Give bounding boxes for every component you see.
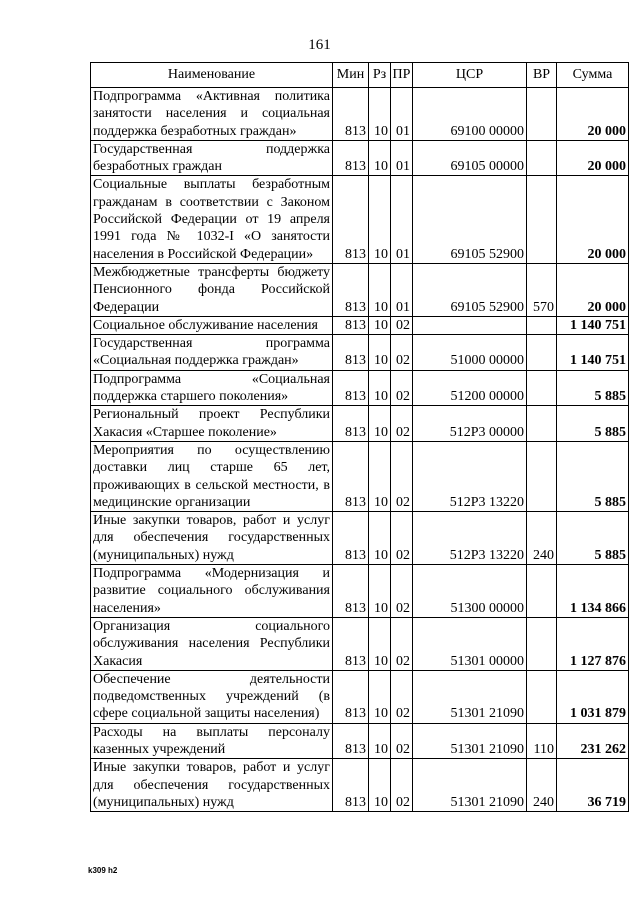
cell-rz: 10 bbox=[369, 263, 391, 316]
cell-vr bbox=[527, 88, 557, 141]
cell-pr: 02 bbox=[391, 617, 413, 670]
cell-rz: 10 bbox=[369, 140, 391, 176]
cell-csr: 69105 52900 bbox=[413, 176, 527, 263]
cell-rz: 10 bbox=[369, 723, 391, 759]
table-row bbox=[91, 565, 629, 618]
cell-name: Иные закупки товаров, работ и услуг для обеспечения государственных (муниципальных) нужд bbox=[91, 759, 333, 812]
cell-name: Государственная поддержка безработных граждан bbox=[91, 140, 333, 176]
cell-csr: 51200 00000 bbox=[413, 370, 527, 406]
header-name: Наименование bbox=[91, 63, 333, 88]
cell-pr: 01 bbox=[391, 263, 413, 316]
table-row bbox=[91, 617, 629, 670]
header-pr: ПР bbox=[391, 63, 413, 88]
cell-sum: 1 140 751 bbox=[557, 335, 629, 371]
table-row bbox=[91, 335, 629, 371]
cell-min: 813 bbox=[333, 617, 369, 670]
cell-name: Подпрограмма «Модернизация и развитие социального обслуживания населения» bbox=[91, 565, 333, 618]
cell-min: 813 bbox=[333, 723, 369, 759]
page-number: 161 bbox=[308, 37, 331, 53]
cell-csr: 69105 52900 bbox=[413, 263, 527, 316]
cell-name: Социальное обслуживание населения bbox=[91, 316, 333, 334]
cell-rz: 10 bbox=[369, 441, 391, 511]
cell-min: 813 bbox=[333, 565, 369, 618]
cell-min: 813 bbox=[333, 176, 369, 263]
budget-table bbox=[90, 62, 629, 812]
cell-rz: 10 bbox=[369, 565, 391, 618]
cell-vr: 570 bbox=[527, 263, 557, 316]
cell-name: Социальные выплаты безработным гражданам в соответствии с Законом Российской Федерации от 19 апреля 1991 года № 1032-I «О занятости населения в Российской Федерации» bbox=[91, 176, 333, 263]
cell-sum: 5 885 bbox=[557, 441, 629, 511]
cell-pr: 01 bbox=[391, 176, 413, 263]
cell-vr bbox=[527, 176, 557, 263]
cell-min: 813 bbox=[333, 140, 369, 176]
cell-pr: 02 bbox=[391, 723, 413, 759]
cell-csr: 51301 21090 bbox=[413, 759, 527, 812]
cell-rz: 10 bbox=[369, 335, 391, 371]
cell-min: 813 bbox=[333, 335, 369, 371]
cell-csr: 51300 00000 bbox=[413, 565, 527, 618]
table-row bbox=[91, 263, 629, 316]
cell-sum: 5 885 bbox=[557, 406, 629, 442]
cell-pr: 02 bbox=[391, 565, 413, 618]
header-row bbox=[91, 63, 629, 88]
cell-csr: 512P3 00000 bbox=[413, 406, 527, 442]
table-row bbox=[91, 176, 629, 263]
cell-sum: 20 000 bbox=[557, 140, 629, 176]
cell-pr: 02 bbox=[391, 316, 413, 334]
cell-min: 813 bbox=[333, 441, 369, 511]
cell-name: Государственная программа «Социальная поддержка граждан» bbox=[91, 335, 333, 371]
cell-rz: 10 bbox=[369, 617, 391, 670]
cell-sum: 5 885 bbox=[557, 370, 629, 406]
cell-vr bbox=[527, 370, 557, 406]
cell-min: 813 bbox=[333, 370, 369, 406]
cell-vr bbox=[527, 670, 557, 723]
table-row bbox=[91, 759, 629, 812]
cell-min: 813 bbox=[333, 316, 369, 334]
cell-csr: 51301 00000 bbox=[413, 617, 527, 670]
cell-sum: 20 000 bbox=[557, 88, 629, 141]
cell-rz: 10 bbox=[369, 759, 391, 812]
cell-name: Региональный проект Республики Хакасия «Старшее поколение» bbox=[91, 406, 333, 442]
cell-pr: 02 bbox=[391, 370, 413, 406]
table-row bbox=[91, 406, 629, 442]
cell-name: Иные закупки товаров, работ и услуг для обеспечения государственных (муниципальных) нужд bbox=[91, 512, 333, 565]
cell-vr bbox=[527, 441, 557, 511]
cell-rz: 10 bbox=[369, 406, 391, 442]
cell-vr: 110 bbox=[527, 723, 557, 759]
cell-csr: 51301 21090 bbox=[413, 670, 527, 723]
cell-rz: 10 bbox=[369, 370, 391, 406]
header-min: Мин bbox=[333, 63, 369, 88]
cell-csr: 51301 21090 bbox=[413, 723, 527, 759]
cell-rz: 10 bbox=[369, 176, 391, 263]
table-row bbox=[91, 370, 629, 406]
cell-csr: 51000 00000 bbox=[413, 335, 527, 371]
cell-pr: 01 bbox=[391, 88, 413, 141]
cell-vr bbox=[527, 140, 557, 176]
cell-csr: 512P3 13220 bbox=[413, 441, 527, 511]
header-csr: ЦСР bbox=[413, 63, 527, 88]
cell-vr: 240 bbox=[527, 512, 557, 565]
cell-pr: 02 bbox=[391, 441, 413, 511]
cell-min: 813 bbox=[333, 512, 369, 565]
cell-pr: 02 bbox=[391, 335, 413, 371]
footer-code: k309 h2 bbox=[88, 866, 118, 875]
cell-pr: 02 bbox=[391, 759, 413, 812]
cell-sum: 1 031 879 bbox=[557, 670, 629, 723]
cell-rz: 10 bbox=[369, 88, 391, 141]
cell-vr bbox=[527, 565, 557, 618]
cell-vr bbox=[527, 335, 557, 371]
table-row bbox=[91, 140, 629, 176]
table-body bbox=[91, 88, 629, 812]
cell-sum: 1 127 876 bbox=[557, 617, 629, 670]
table-row bbox=[91, 316, 629, 334]
cell-min: 813 bbox=[333, 263, 369, 316]
cell-name: Мероприятия по осуществлению доставки лиц старше 65 лет, проживающих в сельской местности, в медицинские организации bbox=[91, 441, 333, 511]
cell-sum: 5 885 bbox=[557, 512, 629, 565]
cell-name: Подпрограмма «Активная политика занятости населения и социальная поддержка безработных граждан» bbox=[91, 88, 333, 141]
header-vr: ВР bbox=[527, 63, 557, 88]
cell-sum: 20 000 bbox=[557, 263, 629, 316]
cell-min: 813 bbox=[333, 759, 369, 812]
cell-min: 813 bbox=[333, 406, 369, 442]
cell-sum: 1 140 751 bbox=[557, 316, 629, 334]
cell-min: 813 bbox=[333, 88, 369, 141]
cell-min: 813 bbox=[333, 670, 369, 723]
cell-csr bbox=[413, 316, 527, 334]
cell-pr: 02 bbox=[391, 670, 413, 723]
cell-vr: 240 bbox=[527, 759, 557, 812]
table-row bbox=[91, 441, 629, 511]
cell-vr bbox=[527, 406, 557, 442]
cell-sum: 1 134 866 bbox=[557, 565, 629, 618]
table-row bbox=[91, 88, 629, 141]
cell-name: Межбюджетные трансферты бюджету Пенсионного фонда Российской Федерации bbox=[91, 263, 333, 316]
cell-csr: 69100 00000 bbox=[413, 88, 527, 141]
cell-name: Подпрограмма «Социальная поддержка старшего поколения» bbox=[91, 370, 333, 406]
header-sum: Сумма bbox=[557, 63, 629, 88]
cell-rz: 10 bbox=[369, 512, 391, 565]
cell-sum: 231 262 bbox=[557, 723, 629, 759]
header-rz: Рз bbox=[369, 63, 391, 88]
cell-pr: 01 bbox=[391, 140, 413, 176]
cell-pr: 02 bbox=[391, 406, 413, 442]
cell-rz: 10 bbox=[369, 316, 391, 334]
table-row bbox=[91, 512, 629, 565]
table-row bbox=[91, 723, 629, 759]
cell-name: Расходы на выплаты персоналу казенных учреждений bbox=[91, 723, 333, 759]
cell-vr bbox=[527, 316, 557, 334]
cell-sum: 36 719 bbox=[557, 759, 629, 812]
cell-name: Организация социального обслуживания населения Республики Хакасия bbox=[91, 617, 333, 670]
table-row bbox=[91, 670, 629, 723]
cell-name: Обеспечение деятельности подведомственных учреждений (в сфере социальной защиты населения) bbox=[91, 670, 333, 723]
cell-csr: 512P3 13220 bbox=[413, 512, 527, 565]
cell-sum: 20 000 bbox=[557, 176, 629, 263]
cell-vr bbox=[527, 617, 557, 670]
cell-rz: 10 bbox=[369, 670, 391, 723]
cell-pr: 02 bbox=[391, 512, 413, 565]
cell-csr: 69105 00000 bbox=[413, 140, 527, 176]
